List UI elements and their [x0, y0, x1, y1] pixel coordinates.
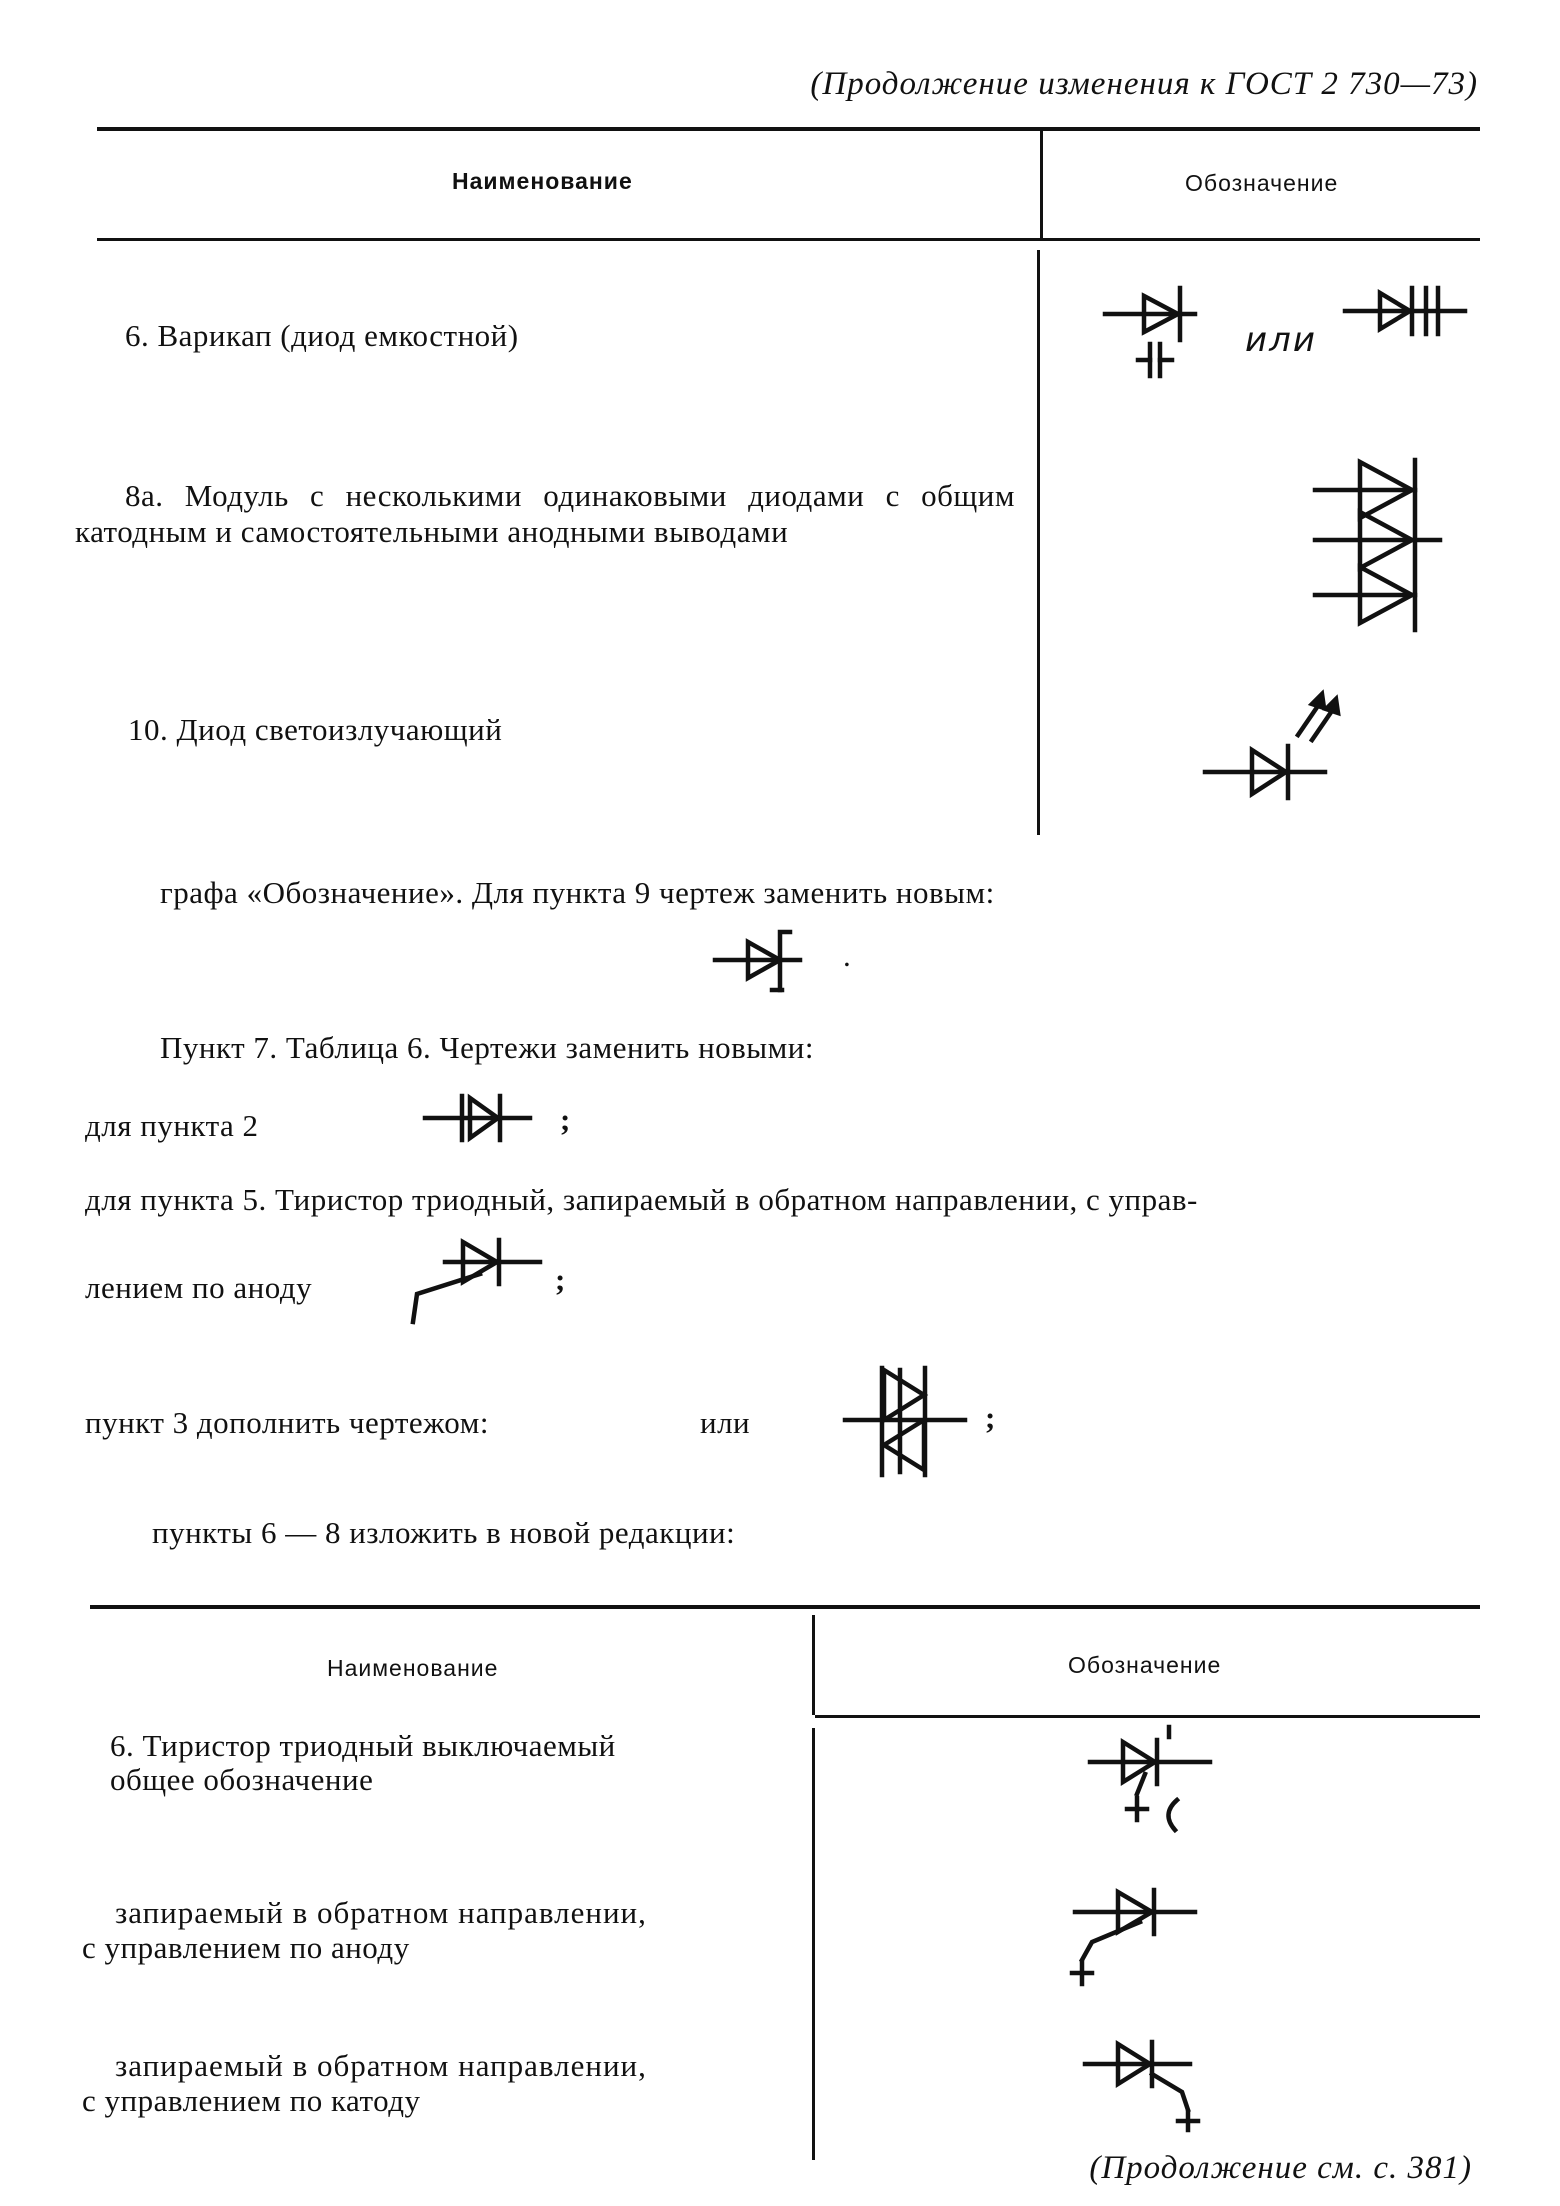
table-2-header-divider [812, 1615, 815, 1715]
varicap-symbol-b [1340, 278, 1470, 348]
item-2-label: для пункта 2 [85, 1108, 259, 1143]
table-1-row-led: 10. Диод светоизлучающий [128, 712, 503, 747]
paragraph-items-6-8: пункты 6 — 8 изложить в новой редакции: [152, 1515, 736, 1550]
table-2-row-2-line-1: запираемый в обратном направлении, [115, 1895, 647, 1930]
table-2-header-name: Наименование [327, 1655, 499, 1681]
varicap-or-text: или [1245, 320, 1317, 360]
table-1-row-diode-module: 8а. Модуль с несколькими одинаковыми диодами с общим катодным и самостоятельными анодными выводами [75, 478, 1015, 549]
thyristor-anode-control-symbol [1070, 1880, 1200, 1990]
varicap-symbol-a [1100, 280, 1210, 380]
item-3-semicolon: ; [985, 1400, 996, 1435]
table-1-column-divider [1037, 250, 1040, 835]
table-1-header-divider [1040, 131, 1043, 238]
continuation-header: (Продолжение изменения к ГОСТ 2 730—73) [810, 66, 1478, 102]
table-2-row-1-line-2: общее обозначение [110, 1762, 374, 1797]
table-2-header-rule [815, 1715, 1480, 1718]
led-symbol [1200, 680, 1340, 810]
table-2-column-divider [812, 1728, 815, 2160]
table-2-row-3-line-1: запираемый в обратном направлении, [115, 2048, 647, 2083]
item-9-symbol [710, 922, 805, 997]
continuation-footer: (Продолжение см. с. 381) [1089, 2150, 1472, 2186]
item-3-or: или [700, 1405, 751, 1440]
table-2-row-3-line-2: с управлением по катоду [82, 2083, 421, 2118]
item-2-symbol [420, 1088, 530, 1148]
paragraph-item-9: графа «Обозначение». Для пункта 9 чертеж заменить новым: [160, 875, 995, 910]
thyristor-cathode-control-symbol [1080, 2030, 1210, 2130]
table-1-header-symbol: Обозначение [1185, 170, 1339, 196]
table-2-row-1-line-1: 6. Тиристор триодный выключаемый [110, 1728, 616, 1763]
table-2-header-symbol: Обозначение [1068, 1652, 1222, 1678]
item-5-line-1: для пункта 5. Тиристор триодный, запираемый в обратном направлении, с управ- [85, 1182, 1198, 1217]
item-5-semicolon: ; [555, 1262, 566, 1297]
item-9-period: . [843, 938, 852, 973]
table-1-row-varicap: 6. Варикап (диод емкостной) [125, 318, 519, 353]
paragraph-table-6: Пункт 7. Таблица 6. Чертежи заменить новыми: [160, 1030, 814, 1065]
item-2-semicolon: ; [560, 1102, 571, 1137]
diode-module-symbol [1310, 450, 1450, 630]
item-3-label: пункт 3 дополнить чертежом: [85, 1405, 489, 1440]
table-2-row-2-line-2: с управлением по аноду [82, 1930, 410, 1965]
table-1-header-name: Наименование [452, 168, 633, 194]
item-3-symbol [840, 1360, 970, 1480]
gto-thyristor-symbol [1085, 1722, 1215, 1832]
table-2-top-rule [90, 1605, 1480, 1609]
item-5-symbol [405, 1232, 545, 1327]
item-5-line-2: лением по аноду [85, 1270, 313, 1305]
table-1-header-rule [97, 238, 1480, 241]
table-1-top-rule [97, 127, 1480, 131]
